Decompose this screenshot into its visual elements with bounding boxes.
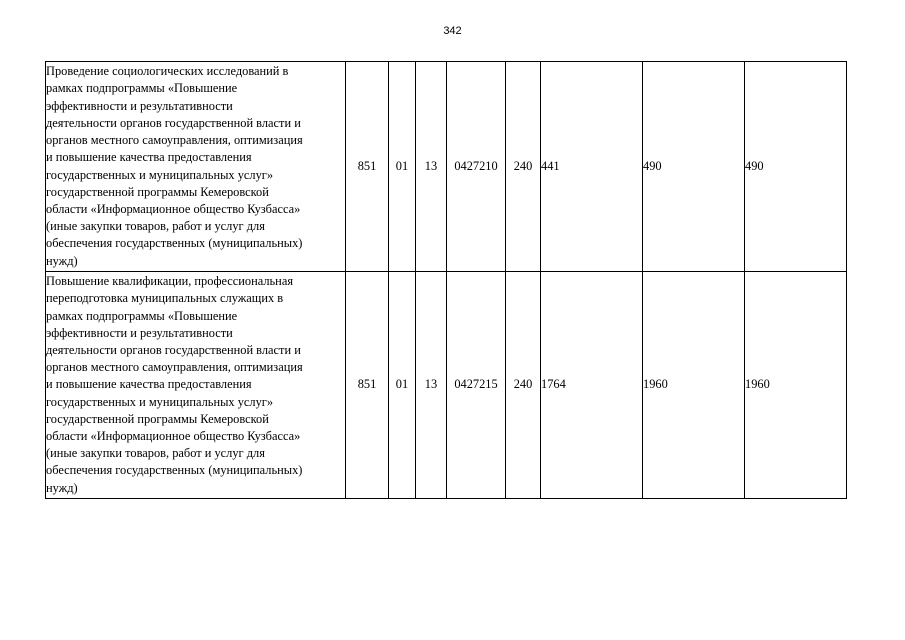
section-code: 01 [389,62,416,272]
subsection-code: 13 [416,272,447,499]
expense-type-code: 240 [506,272,541,499]
amount-year-3: 1960 [745,272,847,499]
row-description: Проведение социологических исследований в рамках подпрограммы «Повышение эффективности и результативности деятельности органов государственной власти и органов местного самоуправления, оптимизация и повышение качества предоставления государственных и муниципальных услуг» государственной программы Кемеровской области «Информационное общество Кузбасса» (иные закупки товаров, работ и услуг для обеспечения государственных (муниципальных) нужд) [46,62,346,272]
ministry-code: 851 [346,62,389,272]
amount-year-2: 1960 [643,272,745,499]
expense-type-code: 240 [506,62,541,272]
amount-year-2: 490 [643,62,745,272]
target-article-code: 0427210 [447,62,506,272]
amount-year-1: 441 [541,62,643,272]
budget-table [45,61,847,499]
page-number: 342 [443,25,462,37]
section-code: 01 [389,272,416,499]
table-row [46,62,847,272]
subsection-code: 13 [416,62,447,272]
target-article-code: 0427215 [447,272,506,499]
row-description: Повышение квалификации, профессиональная переподготовка муниципальных служащих в рамках подпрограммы «Повышение эффективности и результативности деятельности органов государственной власти и органов местного самоуправления, оптимизация и повышение качества предоставления государственных и муниципальных услуг» государственной программы Кемеровской области «Информационное общество Кузбасса» (иные закупки товаров, работ и услуг для обеспечения государственных (муниципальных) нужд) [46,272,346,499]
ministry-code: 851 [346,272,389,499]
amount-year-1: 1764 [541,272,643,499]
amount-year-3: 490 [745,62,847,272]
table-row [46,272,847,499]
